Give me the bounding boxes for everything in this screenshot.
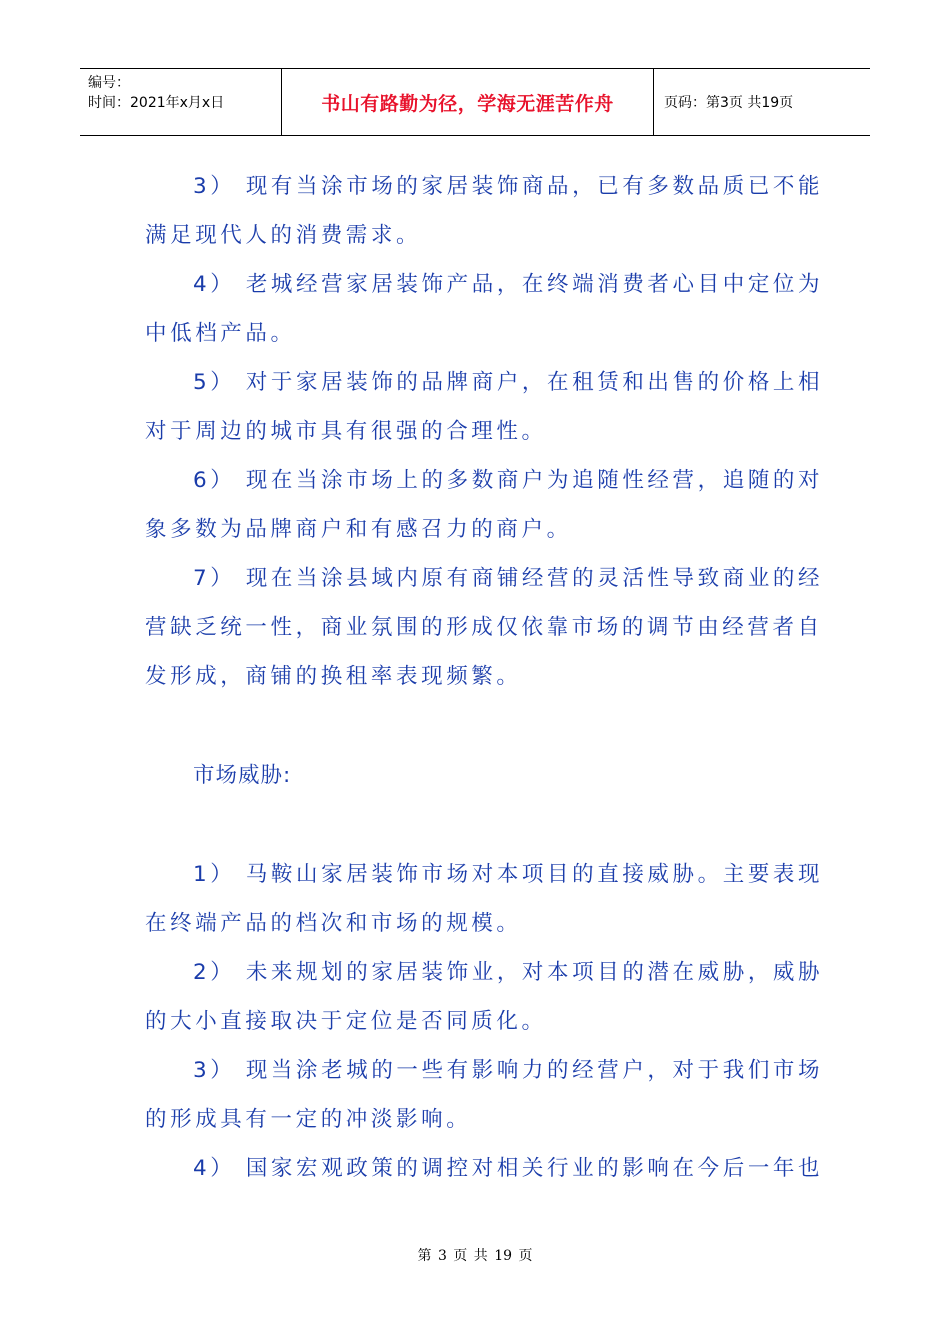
paragraph: 2） 未来规划的家居装饰业，对本项目的潜在威胁，威胁的大小直接取决于定位是否同质化。 (145, 960, 824, 1034)
page-header (80, 68, 870, 136)
paragraph: 4） 老城经营家居装饰产品，在终端消费者心目中定位为中低档产品。 (145, 272, 824, 346)
paragraph: 6） 现在当涂市场上的多数商户为追随性经营，追随的对象多数为品牌商户和有感召力的商户。 (145, 468, 824, 542)
paragraph: 5） 对于家居装饰的品牌商户，在租赁和出售的价格上相对于周边的城市具有很强的合理性。 (145, 370, 824, 444)
section-title: 市场威胁: (193, 763, 292, 788)
header-motto: 书山有路勤为径，学海无涯苦作舟 (282, 69, 654, 135)
document-time-label: 时间：2021年x月x日 (88, 95, 225, 111)
paragraph: 7） 现在当涂县域内原有商铺经营的灵活性导致商业的经营缺乏统一性，商业氛围的形成仅依靠市场的调节由经营者自发形成，商铺的换租率表现频繁。 (145, 566, 824, 689)
document-number-label: 编号： (88, 75, 130, 91)
page-footer: 第 3 页 共 19 页 (417, 1248, 533, 1264)
spacer (145, 800, 825, 850)
header-page-number: 页码：第3页 共19页 (664, 95, 794, 111)
document-body (145, 162, 825, 1193)
paragraph: 3） 现有当涂市场的家居装饰商品，已有多数品质已不能满足现代人的消费需求。 (145, 174, 824, 248)
paragraph: 4） 国家宏观政策的调控对相关行业的影响在今后一年也 (193, 1156, 824, 1181)
header-meta (80, 69, 282, 135)
paragraph: 3） 现当涂老城的一些有影响力的经营户，对于我们市场的形成具有一定的冲淡影响。 (145, 1058, 824, 1132)
spacer (145, 701, 825, 751)
paragraph: 1） 马鞍山家居装饰市场对本项目的直接威胁。主要表现在终端产品的档次和市场的规模。 (145, 862, 824, 936)
